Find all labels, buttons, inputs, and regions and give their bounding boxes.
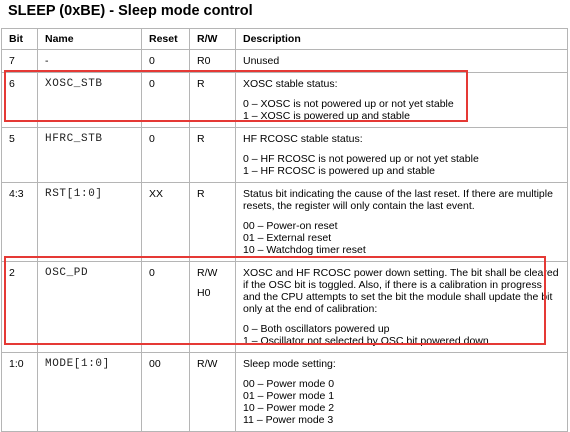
rw-cell: R/W — [190, 353, 236, 432]
bit-cell: 6 — [2, 73, 38, 128]
description-cell — [236, 353, 568, 432]
rw-cell: R0 — [190, 50, 236, 73]
description-cell — [236, 183, 568, 262]
rw-value: R/W — [197, 267, 218, 279]
table-row — [2, 73, 568, 128]
table-row — [2, 353, 568, 432]
name-cell: HFRC_STB — [38, 128, 142, 183]
description-list-item: 00 – Power-on reset — [243, 220, 338, 232]
bit-cell: 1:0 — [2, 353, 38, 432]
rw-cell: R — [190, 183, 236, 262]
reset-cell: 0 — [142, 50, 190, 73]
bit-cell: 5 — [2, 128, 38, 183]
table-row — [2, 128, 568, 183]
description-list-item: 1 – HF RCOSC is powered up and stable — [243, 165, 436, 177]
description-list-item: 11 – Power mode 3 — [243, 414, 334, 426]
description-cell — [236, 128, 568, 183]
column-header-reset: Reset — [142, 29, 190, 50]
reset-cell: 00 — [142, 353, 190, 432]
description-text: HF RCOSC stable status: — [243, 133, 363, 145]
description-cell — [236, 50, 568, 73]
table-row — [2, 50, 568, 73]
column-header-description: Description — [236, 29, 568, 50]
description-cell — [236, 73, 568, 128]
bit-cell: 4:3 — [2, 183, 38, 262]
header-row — [2, 29, 568, 50]
description-text: Sleep mode setting: — [243, 358, 336, 370]
description-list-item: 1 – Oscillator not selected by OSC bit powered down — [243, 335, 489, 347]
name-cell: RST[1:0] — [38, 183, 142, 262]
description-list-item: 01 – Power mode 1 — [243, 390, 335, 402]
rw-cell: R — [190, 128, 236, 183]
description-cell — [236, 262, 568, 353]
description-list-item: 10 – Watchdog timer reset — [243, 244, 366, 256]
name-cell: MODE[1:0] — [38, 353, 142, 432]
bit-cell: 7 — [2, 50, 38, 73]
name-cell: XOSC_STB — [38, 73, 142, 128]
table-row — [2, 183, 568, 262]
description-list-item: 0 – XOSC is not powered up or not yet stable — [243, 98, 454, 110]
description-list-item: 10 – Power mode 2 — [243, 402, 335, 414]
description-list-item: 01 – External reset — [243, 232, 332, 244]
table-row — [2, 262, 568, 353]
description-text: Unused — [243, 55, 280, 67]
register-table — [1, 28, 568, 432]
name-cell: OSC_PD — [38, 262, 142, 353]
bit-cell: 2 — [2, 262, 38, 353]
page-title: SLEEP (0xBE) - Sleep mode control — [8, 3, 253, 19]
reset-cell: 0 — [142, 262, 190, 353]
description-list-item: 0 – Both oscillators powered up — [243, 323, 390, 335]
description-list-item: 0 – HF RCOSC is not powered up or not yet stable — [243, 153, 479, 165]
name-cell: - — [38, 50, 142, 73]
description-text: XOSC stable status: — [243, 78, 338, 90]
description-text: XOSC and HF RCOSC power down setting. The bit shall be cleared if the OSC bit is toggled. Also, if there is a calibration in progress and the CPU attempts to set the bit the module shall update the bit only at the end of calibration: — [243, 267, 559, 315]
rw-cell — [190, 262, 236, 353]
column-header-rw: R/W — [190, 29, 236, 50]
column-header-bit: Bit — [2, 29, 38, 50]
column-header-name: Name — [38, 29, 142, 50]
rw-hardware-value: H0 — [197, 287, 211, 299]
rw-cell: R — [190, 73, 236, 128]
description-list-item: 1 – XOSC is powered up and stable — [243, 110, 410, 122]
reset-cell: XX — [142, 183, 190, 262]
description-list-item: 00 – Power mode 0 — [243, 378, 335, 390]
reset-cell: 0 — [142, 73, 190, 128]
description-text: Status bit indicating the cause of the last reset. If there are multiple resets, the register will only contain the last event. — [243, 188, 553, 212]
reset-cell: 0 — [142, 128, 190, 183]
